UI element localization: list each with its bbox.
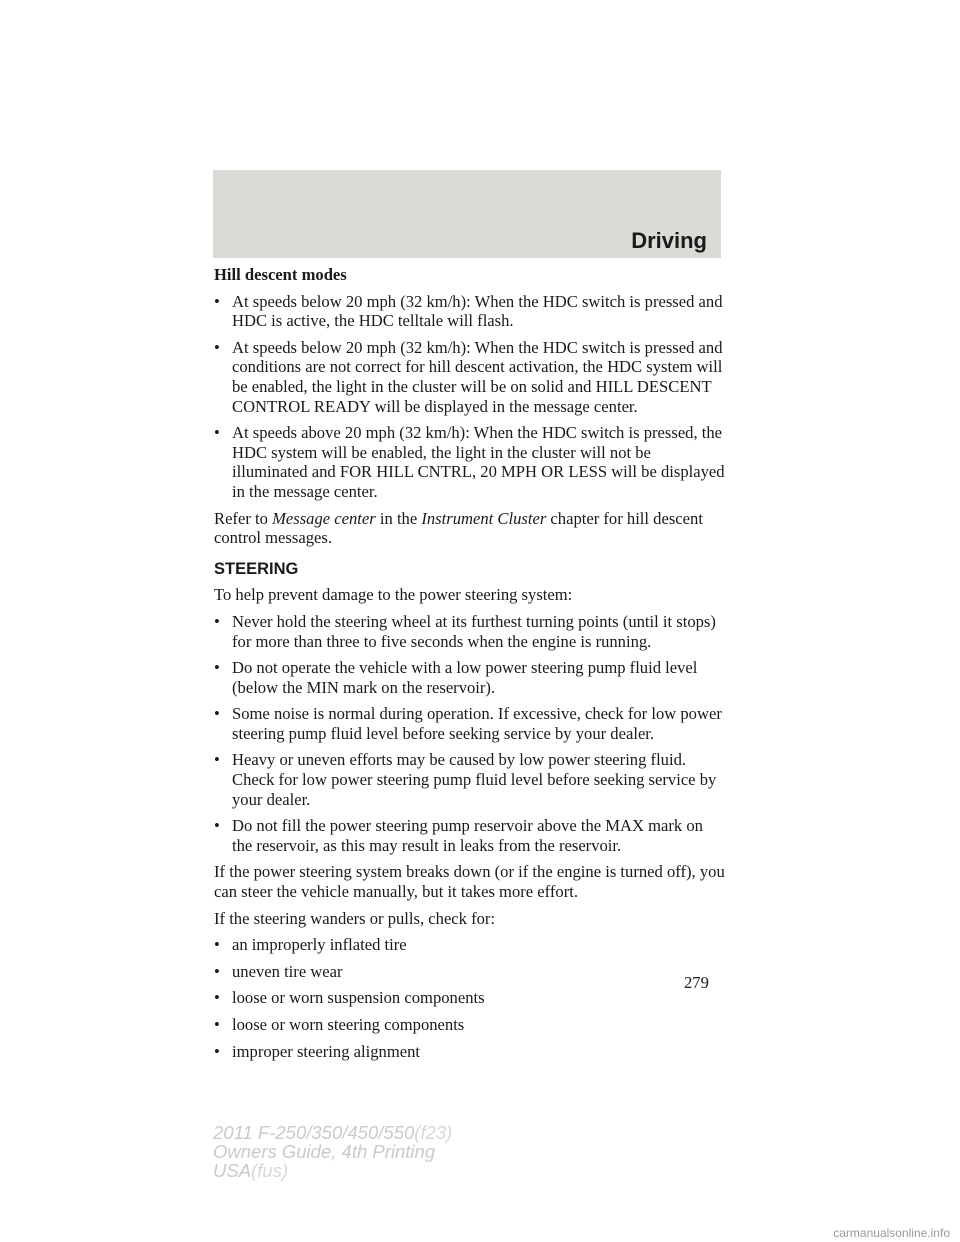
bullet-icon: •	[214, 704, 220, 724]
steering-intro: To help prevent damage to the power steering system:	[214, 585, 573, 605]
steering-section-title: STEERING	[214, 559, 299, 578]
list-item: • At speeds below 20 mph (32 km/h): When the HDC switch is pressed and conditions are not correct for hill descent activation, the HDC system will be enabled, the light in the cluster will be on solid and HILL DESCENT CONTROL READY will be displayed in the message center.	[214, 337, 723, 416]
list-item: • Never hold the steering wheel at its furthest turning points (until it stops) for more than three to five seconds when the engine is running.	[214, 611, 716, 651]
list-item: • improper steering alignment	[214, 1041, 421, 1061]
bullet-icon: •	[214, 337, 220, 357]
steering-list	[214, 612, 726, 856]
list-item: • loose or worn steering components	[214, 1015, 465, 1034]
bullet-icon: •	[214, 1015, 220, 1034]
chapter-title: Driving	[631, 228, 707, 253]
list-item: • loose or worn suspension components	[214, 988, 485, 1008]
footer-line-region: USA(fus)	[213, 1160, 289, 1181]
bullet-icon: •	[214, 988, 220, 1008]
list-item: • an improperly inflated tire	[214, 935, 407, 955]
bullet-icon: •	[214, 423, 220, 443]
bullet-icon: •	[214, 816, 220, 836]
wanders-paragraph: If the steering wanders or pulls, check for:	[214, 908, 496, 928]
list-item: • uneven tire wear	[214, 961, 343, 981]
bullet-icon: •	[214, 1041, 220, 1061]
list-item: • Do not operate the vehicle with a low power steering pump fluid level (below the MIN mark on the reservoir).	[214, 658, 698, 697]
watermark: carmanualsonline.info	[833, 1226, 950, 1240]
list-item: • At speeds above 20 mph (32 km/h): When the HDC switch is pressed, the HDC system will be enabled, the light in the cluster will not be illuminated and FOR HILL CNTRL, 20 MPH OR LESS will be displayed in the message center.	[214, 423, 725, 501]
page-number: 279	[684, 973, 709, 992]
message-center-reference: Message center	[272, 508, 376, 528]
bullet-icon: •	[214, 611, 220, 631]
footer-line-model: 2011 F-250/350/450/550(f23)	[213, 1122, 453, 1143]
page-content	[214, 265, 726, 1068]
bullet-icon: •	[214, 750, 220, 770]
bullet-icon: •	[214, 291, 220, 311]
list-item: • Some noise is normal during operation. If excessive, check for low power steering pump fluid level before seeking service by your dealer.	[214, 704, 722, 743]
bullet-icon: •	[214, 961, 220, 981]
list-item: • Heavy or uneven efforts may be caused by low power steering fluid. Check for low power steering pump fluid level before seeking service by your dealer.	[214, 750, 717, 809]
chapter-header-band	[213, 170, 721, 258]
hill-descent-list	[214, 292, 726, 502]
refer-paragraph: Refer to Message center in the Instrument Cluster chapter for hill descent control messages.	[214, 508, 703, 548]
instrument-cluster-reference: Instrument Cluster	[421, 508, 547, 528]
bullet-icon: •	[214, 935, 220, 955]
document-footer	[213, 1123, 452, 1180]
list-item: • Do not fill the power steering pump reservoir above the MAX mark on the reservoir, as this may result in leaks from the reservoir.	[214, 816, 703, 855]
footer-line-guide: Owners Guide, 4th Printing	[213, 1141, 436, 1162]
list-item: • At speeds below 20 mph (32 km/h): When the HDC switch is pressed and HDC is active, the HDC telltale will flash.	[214, 291, 723, 331]
breakdown-paragraph: If the power steering system breaks down (or if the engine is turned off), you can steer the vehicle manually, but it takes more effort.	[214, 862, 725, 902]
hill-descent-heading: Hill descent modes	[214, 265, 347, 284]
bullet-icon: •	[214, 658, 220, 678]
check-list	[214, 935, 726, 1061]
